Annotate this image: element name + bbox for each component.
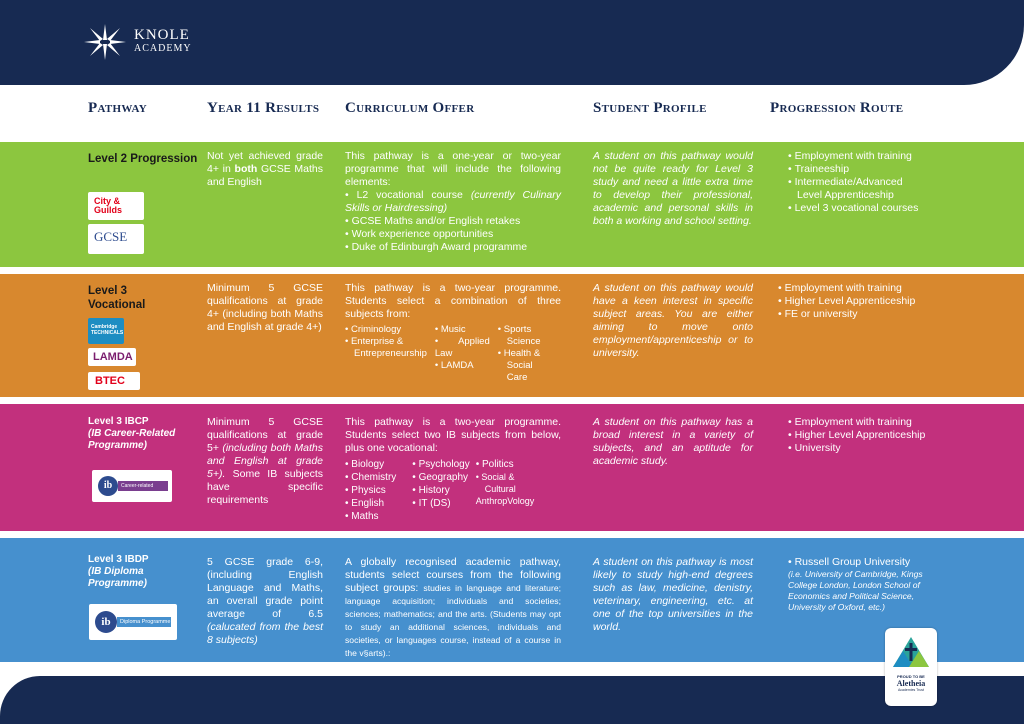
aletheia-name: Aletheia bbox=[896, 679, 926, 688]
subject-item-cont: Science bbox=[506, 336, 541, 347]
pathway-subtitle: (IB Career-Related Programme) bbox=[88, 428, 176, 451]
results-text bbox=[207, 416, 323, 507]
curriculum-detail: studies in language and literature; language acquisition; individuals and societies; sciences; mathematics; and the arts. (Students may opt to study an additional sciences, individuals and societies, or languages course, instead of a course in the v§arts).: bbox=[345, 583, 561, 658]
lamda-badge bbox=[88, 348, 136, 366]
progression-item: • Level 3 vocational courses bbox=[788, 202, 958, 215]
subject-item: • English bbox=[345, 497, 396, 510]
header-curriculum: Curriculum Offer bbox=[345, 100, 475, 116]
curriculum-text bbox=[345, 282, 561, 384]
pathway-title: Level 2 Progression bbox=[88, 153, 198, 165]
results-text bbox=[207, 150, 323, 189]
profile-text: A student on this pathway would not be quite ready for Level 3 study and need a little extra time to develop their professional, academic and personal skills in both a working and school setting. bbox=[593, 150, 753, 227]
curriculum-intro: This pathway is a two-year programme. Students select two IB subjects from below, plus one vocational: bbox=[345, 416, 561, 454]
subject-col-2 bbox=[435, 324, 490, 384]
btec-label: BTEC bbox=[95, 375, 125, 387]
ib-diploma-badge bbox=[89, 604, 177, 640]
results-pre: Minimum 5 GCSE qualifications at grade 5+ bbox=[207, 416, 323, 454]
subject-item: • Enterprise & bbox=[345, 336, 427, 348]
ib-diploma-label: Diploma Programme bbox=[117, 617, 171, 627]
subject-item: • Maths bbox=[345, 510, 396, 523]
brand-subname: ACADEMY bbox=[134, 43, 192, 54]
subject-item: • Social & bbox=[476, 471, 535, 483]
progression-item: • Higher Level Apprenticeship bbox=[788, 429, 958, 442]
subject-col-1 bbox=[345, 458, 396, 523]
ib-logo-icon: ib bbox=[95, 611, 117, 633]
pathway-title-text: Level 3 IBDP bbox=[88, 554, 149, 565]
profile-text: A student on this pathway has a broad interest in a variety of subjects, and an aptitude for academic study. bbox=[593, 416, 753, 467]
curriculum-item: • GCSE Maths and/or English retakes bbox=[345, 215, 561, 228]
profile-text: A student on this pathway is most likely to study high-end degrees such as law, medicine, denistry, veterinary, engineering, etc. at one of the top universities in the world. bbox=[593, 556, 753, 633]
subject-item: • History bbox=[412, 484, 469, 497]
subject-item: • Music bbox=[435, 324, 490, 336]
results-italic: (calucated from the best 8 subjects) bbox=[207, 621, 323, 646]
subject-item: • Psychology bbox=[412, 458, 469, 471]
city-guilds-badge bbox=[88, 192, 144, 220]
progression-item: • Traineeship bbox=[788, 163, 958, 176]
curriculum-item: • Work experience opportunities bbox=[345, 228, 561, 241]
pathway-title bbox=[88, 416, 198, 452]
aletheia-tagline: PROUD TO BE bbox=[897, 674, 925, 679]
curriculum-text bbox=[345, 556, 561, 660]
progression-item: • Employment with training bbox=[788, 150, 958, 163]
city-guilds-label: City & Guilds bbox=[94, 196, 123, 215]
row-vocational bbox=[0, 274, 1024, 397]
subject-item: • IT (DS) bbox=[412, 497, 469, 510]
results-post: Some IB subjects have specific requirements bbox=[207, 468, 323, 506]
progression-item: • Higher Level Apprenticeship bbox=[778, 295, 948, 308]
ib-logo-icon: ib bbox=[98, 476, 118, 496]
knole-academy-logo bbox=[82, 22, 192, 62]
subject-item: • LAMDA bbox=[435, 360, 490, 372]
progression-item: • Employment with training bbox=[788, 416, 958, 429]
ib-career-label: Career-related Programme bbox=[118, 481, 168, 491]
aletheia-badge bbox=[885, 628, 937, 706]
pathway-title: Level 3 Vocational bbox=[88, 285, 146, 311]
curriculum-item-label: L2 vocational course bbox=[356, 189, 471, 201]
gcse-badge bbox=[88, 224, 144, 254]
cambridge-technicals-badge bbox=[88, 318, 124, 344]
footer-band bbox=[0, 676, 1024, 724]
subject-item: • Geography bbox=[412, 471, 469, 484]
progression-list bbox=[778, 282, 948, 321]
header-pathway: Pathway bbox=[88, 100, 147, 116]
star-burst-icon bbox=[82, 22, 128, 62]
ib-career-badge bbox=[92, 470, 172, 502]
results-pre: 5 GCSE grade 6-9, (including English Language and Maths, an overall grade point average of 6.5 bbox=[207, 556, 323, 620]
pathway-title-text: Level 3 IBCP bbox=[88, 416, 149, 427]
progression-item: • Russell Group University bbox=[788, 556, 948, 569]
progression-list bbox=[788, 416, 958, 455]
progression-item-cont: Level Apprenticeship bbox=[797, 189, 894, 201]
gcse-label: GCSE bbox=[94, 229, 128, 244]
subject-item-cont: Cultural bbox=[484, 484, 516, 494]
aletheia-subname: Academies Trust bbox=[897, 688, 925, 692]
progression-list bbox=[788, 150, 958, 215]
curriculum-item: • Duke of Edinburgh Award programme bbox=[345, 241, 561, 254]
curriculum-intro: This pathway is a one-year or two-year programme that will include the following elements: bbox=[345, 150, 561, 188]
curriculum-intro: This pathway is a two-year programme. Students select a combination of three subjects from: bbox=[345, 282, 561, 320]
curriculum-text bbox=[345, 416, 561, 523]
subject-item: • Sports bbox=[498, 324, 553, 336]
row-ibdp bbox=[0, 538, 1024, 662]
mountain-cross-icon bbox=[891, 633, 931, 669]
progression-item: • Intermediate/Advanced bbox=[788, 176, 958, 189]
curriculum-text bbox=[345, 150, 561, 254]
header-profile: Student Profile bbox=[593, 100, 707, 116]
progression-note: (i.e. University of Cambridge, Kings College London, London School of Economics and Political Science, University of Oxford, etc.) bbox=[788, 569, 923, 612]
pathway-subtitle: (IB Diploma Programme) bbox=[88, 566, 147, 589]
progression-item: • University bbox=[788, 442, 958, 455]
curriculum-item-note: (currently Culinary Skills or Hairdressing) bbox=[345, 189, 561, 214]
profile-text: A student on this pathway would have a keen interest in specific subject areas. You are either aiming to move onto employment/apprenticeship or to university. bbox=[593, 282, 753, 359]
results-bold: both bbox=[234, 163, 258, 175]
subject-item: • Applied Law bbox=[435, 336, 490, 360]
curriculum-item bbox=[345, 189, 561, 215]
subject-item-cont: AnthropVology bbox=[475, 496, 535, 506]
subject-item: • Chemistry bbox=[345, 471, 396, 484]
header-progression: Progression Route bbox=[770, 100, 904, 116]
subject-item: • Politics bbox=[476, 458, 535, 471]
subject-col-2 bbox=[412, 458, 469, 523]
results-italic: (including both Maths and English at grade 5+). bbox=[207, 442, 323, 480]
subject-col-3 bbox=[476, 458, 535, 523]
subject-item: • Criminology bbox=[345, 324, 427, 336]
pathway-title bbox=[88, 554, 198, 590]
subject-columns bbox=[345, 458, 561, 523]
progression-item: • FE or university bbox=[778, 308, 948, 321]
brand-name: KNOLE bbox=[134, 27, 190, 43]
subject-item: • Physics bbox=[345, 484, 396, 497]
column-headers bbox=[0, 100, 1024, 124]
lamda-label: LAMDA bbox=[93, 351, 133, 363]
results-post: GCSE Maths and English bbox=[207, 163, 324, 188]
cambridge-technicals-label: Cambridge TECHNICALS bbox=[91, 324, 124, 336]
subject-item-cont: Social Care bbox=[506, 360, 533, 383]
subject-item-cont: Entrepreneurship bbox=[354, 348, 427, 359]
subject-item: • Health & bbox=[498, 348, 553, 360]
results-pre: Not yet achieved grade 4+ in bbox=[207, 150, 323, 175]
subject-col-3 bbox=[498, 324, 553, 384]
subject-columns bbox=[345, 324, 561, 384]
header-band bbox=[0, 0, 1024, 85]
curriculum-intro: A globally recognised academic pathway, students select courses from the following subject groups: bbox=[345, 556, 561, 594]
row-ibcp bbox=[0, 404, 1024, 531]
btec-badge bbox=[88, 372, 140, 390]
header-results: Year 11 Results bbox=[207, 100, 320, 116]
row-level2 bbox=[0, 142, 1024, 267]
progression-list bbox=[788, 556, 948, 613]
results-text: Minimum 5 GCSE qualifications at grade 4+ (including both Maths and English at grade 4+) bbox=[207, 282, 323, 333]
subject-item: • Biology bbox=[345, 458, 396, 471]
progression-item: • Employment with training bbox=[778, 282, 948, 295]
subject-col-1 bbox=[345, 324, 427, 384]
results-text bbox=[207, 556, 323, 647]
